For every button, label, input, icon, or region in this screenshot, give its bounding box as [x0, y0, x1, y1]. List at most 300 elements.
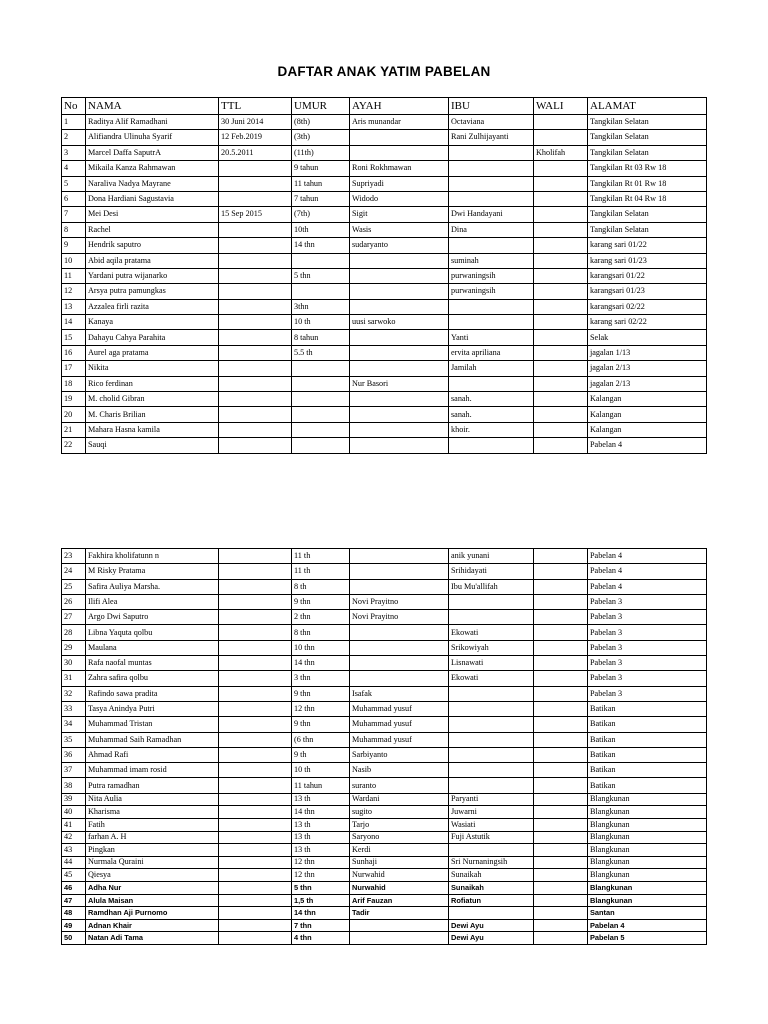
table-cell: suminah — [449, 253, 534, 268]
table-cell: Kalangan — [588, 392, 707, 407]
table-cell: 14 thn — [292, 656, 350, 671]
table-cell: Sigit — [350, 207, 449, 222]
table-cell — [292, 253, 350, 268]
table-cell: purwaningsih — [449, 284, 534, 299]
table-cell: Yardani putra wijanarko — [86, 268, 219, 283]
table-cell — [534, 330, 588, 345]
table-cell: Paryanti — [449, 793, 534, 806]
table-cell: Sunhaji — [350, 856, 449, 869]
table-cell: Octaviana — [449, 115, 534, 130]
table-cell: Aris munandar — [350, 115, 449, 130]
table-cell: 3 — [62, 145, 86, 160]
table-cell: Pabelan 3 — [588, 640, 707, 655]
table-cell: Tarjo — [350, 818, 449, 831]
table-row — [62, 856, 707, 869]
table-cell — [292, 376, 350, 391]
table-cell — [534, 763, 588, 778]
table-cell: 35 — [62, 732, 86, 747]
table-cell: Nurmala Quraini — [86, 856, 219, 869]
table-row — [62, 268, 707, 283]
table-cell: Ahmad Rafi — [86, 747, 219, 762]
table-cell — [350, 253, 449, 268]
table-cell: Dona Hardiani Sagustavia — [86, 191, 219, 206]
table-cell — [219, 284, 292, 299]
table-cell: Muhammad Tristan — [86, 717, 219, 732]
table-cell — [449, 844, 534, 857]
table-cell: 30 — [62, 656, 86, 671]
table-cell: 39 — [62, 793, 86, 806]
table-cell — [449, 594, 534, 609]
table-cell: karangsari 01/23 — [588, 284, 707, 299]
table-cell: Rachel — [86, 222, 219, 237]
table-cell — [534, 407, 588, 422]
table-cell — [219, 376, 292, 391]
table-cell — [219, 238, 292, 253]
table-cell: 49 — [62, 919, 86, 932]
table-cell: 18 — [62, 376, 86, 391]
table-cell: 12 thn — [292, 869, 350, 882]
table-cell: Batikan — [588, 778, 707, 793]
table-cell: Dwi Handayani — [449, 207, 534, 222]
table-cell: Muhammad imam rosid — [86, 763, 219, 778]
table-cell: (8th) — [292, 115, 350, 130]
table-cell: Dewi Ayu — [449, 932, 534, 945]
table-cell: Mei Desi — [86, 207, 219, 222]
table-cell: 50 — [62, 932, 86, 945]
table-cell: Dewi Ayu — [449, 919, 534, 932]
column-header: UMUR — [292, 98, 350, 115]
table-cell — [534, 549, 588, 564]
table-cell: Nurwahid — [350, 869, 449, 882]
table-row — [62, 161, 707, 176]
table-cell — [350, 579, 449, 594]
table-cell — [449, 610, 534, 625]
table-cell: Muhammad yusuf — [350, 717, 449, 732]
table-row — [62, 407, 707, 422]
table-cell: Nita Aulia — [86, 793, 219, 806]
table-cell — [350, 932, 449, 945]
table-cell: 16 — [62, 345, 86, 360]
table-cell: Arsya putra pamungkas — [86, 284, 219, 299]
table-cell: Santan — [588, 907, 707, 920]
table-cell: 20 — [62, 407, 86, 422]
table-cell: 40 — [62, 806, 86, 819]
table-cell — [449, 161, 534, 176]
table-cell: Fakhira kholifatunn n — [86, 549, 219, 564]
table-cell — [350, 284, 449, 299]
table-row — [62, 806, 707, 819]
table-cell: 9 thn — [292, 717, 350, 732]
table-cell: Pabelan 4 — [588, 579, 707, 594]
table-cell: Dahayu Cahya Parahita — [86, 330, 219, 345]
table-cell — [449, 701, 534, 716]
table-cell: sanah. — [449, 392, 534, 407]
table-cell — [534, 315, 588, 330]
table-cell: 27 — [62, 610, 86, 625]
table-cell: (6 thn — [292, 732, 350, 747]
table-cell: Blangkunan — [588, 806, 707, 819]
table-cell: Rani Zulhijayanti — [449, 130, 534, 145]
table-cell: Novi Prayitno — [350, 610, 449, 625]
table-cell: Ramdhan Aji Purnomo — [86, 907, 219, 920]
table-cell: 2 — [62, 130, 86, 145]
table-cell — [219, 907, 292, 920]
table-cell — [219, 222, 292, 237]
table-cell: Safira Auliya Marsha. — [86, 579, 219, 594]
table-header-row — [62, 98, 707, 115]
table-cell — [219, 345, 292, 360]
table-cell: Tangkilan Rt 01 Rw 18 — [588, 176, 707, 191]
table-cell: 1,5 th — [292, 894, 350, 907]
table-cell: Srikowiyah — [449, 640, 534, 655]
table-row — [62, 793, 707, 806]
table-cell — [534, 919, 588, 932]
table-cell — [219, 161, 292, 176]
table-cell: Yanti — [449, 330, 534, 345]
table-cell — [219, 778, 292, 793]
table-cell — [534, 686, 588, 701]
table-cell: 21 — [62, 422, 86, 437]
table-cell — [292, 438, 350, 453]
table-cell: Ibu Mu'allifah — [449, 579, 534, 594]
column-header: NAMA — [86, 98, 219, 115]
table-cell — [350, 145, 449, 160]
table-cell: Nurwahid — [350, 881, 449, 894]
table-cell: 36 — [62, 747, 86, 762]
table-row — [62, 284, 707, 299]
table-cell: Ilifi Alea — [86, 594, 219, 609]
table-cell — [350, 640, 449, 655]
table-cell — [350, 130, 449, 145]
table-cell — [350, 438, 449, 453]
table-cell: jagalan 2/13 — [588, 376, 707, 391]
table-cell: 5 — [62, 176, 86, 191]
table-row — [62, 610, 707, 625]
table-cell — [219, 818, 292, 831]
table-cell: Dina — [449, 222, 534, 237]
table-row — [62, 640, 707, 655]
table-cell — [292, 284, 350, 299]
table-cell: 31 — [62, 671, 86, 686]
table-cell: Pabelan 4 — [588, 919, 707, 932]
table-cell — [219, 932, 292, 945]
table-cell: 10 th — [292, 315, 350, 330]
table-cell: 6 — [62, 191, 86, 206]
table-cell: 13 th — [292, 793, 350, 806]
table-cell — [449, 376, 534, 391]
table-cell: 43 — [62, 844, 86, 857]
table-cell: Adha Nur — [86, 881, 219, 894]
table-cell: Pabelan 3 — [588, 686, 707, 701]
table-row — [62, 907, 707, 920]
table-row — [62, 438, 707, 453]
table-cell: Novi Prayitno — [350, 594, 449, 609]
table-cell: ervita apriliana — [449, 345, 534, 360]
table-cell — [449, 191, 534, 206]
table-cell — [534, 656, 588, 671]
table-cell — [534, 640, 588, 655]
table-cell — [350, 656, 449, 671]
table-cell: Batikan — [588, 763, 707, 778]
table-cell: 12 Feb.2019 — [219, 130, 292, 145]
table-cell: 41 — [62, 818, 86, 831]
table-cell: Widodo — [350, 191, 449, 206]
table-cell: 9 — [62, 238, 86, 253]
table-cell: Wardani — [350, 793, 449, 806]
table-cell: M. Charis Brilian — [86, 407, 219, 422]
table-cell: Arif Fauzan — [350, 894, 449, 907]
table-cell — [219, 330, 292, 345]
table-cell — [350, 671, 449, 686]
table-cell — [534, 894, 588, 907]
table-cell — [350, 564, 449, 579]
table-cell — [350, 549, 449, 564]
table-cell — [449, 763, 534, 778]
table-cell — [534, 625, 588, 640]
table-cell — [350, 268, 449, 283]
table-cell: Aurel aga pratama — [86, 345, 219, 360]
table-row — [62, 701, 707, 716]
table-cell — [219, 919, 292, 932]
table-cell: Tadir — [350, 907, 449, 920]
table-cell: Juwarni — [449, 806, 534, 819]
table-cell: 5 thn — [292, 268, 350, 283]
table-cell — [219, 894, 292, 907]
table-row — [62, 594, 707, 609]
table-cell: Selak — [588, 330, 707, 345]
table-cell — [534, 856, 588, 869]
table-cell — [534, 438, 588, 453]
table-cell — [449, 717, 534, 732]
table-cell: 1 — [62, 115, 86, 130]
table-row — [62, 376, 707, 391]
table-cell: Fuji Astutik — [449, 831, 534, 844]
table-cell — [449, 907, 534, 920]
table-cell: Blangkunan — [588, 844, 707, 857]
table-cell — [534, 376, 588, 391]
table-cell — [219, 191, 292, 206]
table-row — [62, 932, 707, 945]
table-cell: 10 thn — [292, 640, 350, 655]
table-cell: 26 — [62, 594, 86, 609]
table-cell: Pabelan 3 — [588, 656, 707, 671]
table-cell: Nikita — [86, 361, 219, 376]
table-row — [62, 747, 707, 762]
table-cell — [534, 161, 588, 176]
table-cell: Isafak — [350, 686, 449, 701]
table-cell: Pabelan 5 — [588, 932, 707, 945]
table-cell — [219, 671, 292, 686]
table-cell — [534, 176, 588, 191]
table-cell: 29 — [62, 640, 86, 655]
table-cell — [219, 268, 292, 283]
table-cell — [350, 919, 449, 932]
table-cell — [534, 671, 588, 686]
table-row — [62, 130, 707, 145]
table-cell — [219, 176, 292, 191]
table-cell: Putra ramadhan — [86, 778, 219, 793]
table-cell: 8 tahun — [292, 330, 350, 345]
table-cell: 42 — [62, 831, 86, 844]
table-cell: Saryono — [350, 831, 449, 844]
table-cell: Kharisma — [86, 806, 219, 819]
table-cell: M. cholid Gibran — [86, 392, 219, 407]
table-cell — [449, 778, 534, 793]
table-cell: Wasis — [350, 222, 449, 237]
table-cell — [219, 625, 292, 640]
table-row — [62, 345, 707, 360]
table-cell — [534, 299, 588, 314]
table-cell — [534, 115, 588, 130]
table-cell: Pabelan 3 — [588, 594, 707, 609]
table-cell: Mikaila Kanza Rahmawan — [86, 161, 219, 176]
table-cell — [292, 407, 350, 422]
table-cell: Kerdi — [350, 844, 449, 857]
table-cell: Blangkunan — [588, 831, 707, 844]
table-cell: 2 thn — [292, 610, 350, 625]
table-cell: Kholifah — [534, 145, 588, 160]
table-cell: 11 th — [292, 549, 350, 564]
table-cell: Mahara Hasna kamila — [86, 422, 219, 437]
column-header: IBU — [449, 98, 534, 115]
table-cell — [219, 579, 292, 594]
table-cell — [350, 422, 449, 437]
table-cell: 38 — [62, 778, 86, 793]
table-cell — [219, 299, 292, 314]
column-header: No — [62, 98, 86, 115]
table-cell: Pabelan 4 — [588, 549, 707, 564]
table-cell — [219, 315, 292, 330]
table-cell — [219, 717, 292, 732]
table-row — [62, 238, 707, 253]
table-cell: Muhammad yusuf — [350, 732, 449, 747]
table-cell: 8 — [62, 222, 86, 237]
table-cell — [219, 438, 292, 453]
table-cell: Alifiandra Ulinuha Syarif — [86, 130, 219, 145]
table-cell: 14 thn — [292, 238, 350, 253]
table-cell: 5.5 th — [292, 345, 350, 360]
table-cell — [292, 422, 350, 437]
table-cell: 11 — [62, 268, 86, 283]
table-cell: karang sari 01/23 — [588, 253, 707, 268]
table-cell: Fatih — [86, 818, 219, 831]
table-cell: (3th) — [292, 130, 350, 145]
table-cell: khoir. — [449, 422, 534, 437]
document-title: DAFTAR ANAK YATIM PABELAN — [277, 64, 491, 79]
table-cell — [219, 549, 292, 564]
table-cell — [534, 747, 588, 762]
table-cell: Ekowati — [449, 671, 534, 686]
table-cell: Pabelan 3 — [588, 610, 707, 625]
table-cell: Tangkilan Selatan — [588, 115, 707, 130]
table-cell: sanah. — [449, 407, 534, 422]
table-cell: suranto — [350, 778, 449, 793]
table-cell: 13 th — [292, 831, 350, 844]
table-cell: 3thn — [292, 299, 350, 314]
table-cell: 10 th — [292, 763, 350, 778]
table-cell — [219, 392, 292, 407]
table-cell: M Risky Pratama — [86, 564, 219, 579]
table-cell: Tangkilan Selatan — [588, 145, 707, 160]
table-row — [62, 564, 707, 579]
table-cell: 10th — [292, 222, 350, 237]
table-cell: 48 — [62, 907, 86, 920]
table-cell: Nasib — [350, 763, 449, 778]
table-cell — [449, 145, 534, 160]
table-cell — [219, 881, 292, 894]
table-row — [62, 253, 707, 268]
table-cell: karangsari 01/22 — [588, 268, 707, 283]
table-cell: 17 — [62, 361, 86, 376]
table-cell: jagalan 2/13 — [588, 361, 707, 376]
table-cell: 28 — [62, 625, 86, 640]
table-cell: Libna Yaquta qolbu — [86, 625, 219, 640]
table-cell: Pabelan 4 — [588, 438, 707, 453]
table-cell: 22 — [62, 438, 86, 453]
table-row — [62, 392, 707, 407]
table-cell — [219, 564, 292, 579]
orphan-table-part-1 — [61, 97, 707, 454]
table-cell: Pabelan 4 — [588, 564, 707, 579]
table-cell — [219, 656, 292, 671]
table-cell — [219, 747, 292, 762]
table-cell — [534, 207, 588, 222]
table-cell: 15 Sep 2015 — [219, 207, 292, 222]
table-cell — [449, 299, 534, 314]
table-cell: Raditya Alif Ramadhani — [86, 115, 219, 130]
table-cell: 5 thn — [292, 881, 350, 894]
table-cell — [449, 732, 534, 747]
table-cell: Blangkunan — [588, 818, 707, 831]
table-cell — [219, 793, 292, 806]
table-cell: 12 thn — [292, 701, 350, 716]
table-cell: Tangkilan Selatan — [588, 222, 707, 237]
table-cell — [534, 361, 588, 376]
table-row — [62, 222, 707, 237]
table-row — [62, 361, 707, 376]
table-cell: Azzalea firli razita — [86, 299, 219, 314]
table-cell — [534, 422, 588, 437]
table-cell — [350, 625, 449, 640]
table-cell: Blangkunan — [588, 856, 707, 869]
table-cell: 23 — [62, 549, 86, 564]
table-cell — [219, 407, 292, 422]
table-cell: 10 — [62, 253, 86, 268]
table-cell: Adnan Khair — [86, 919, 219, 932]
table-cell — [534, 610, 588, 625]
table-cell: Rafa naofal muntas — [86, 656, 219, 671]
table-cell — [219, 732, 292, 747]
table-row — [62, 315, 707, 330]
table-cell: Blangkunan — [588, 881, 707, 894]
table-cell: 8 th — [292, 579, 350, 594]
table-cell: 11 tahun — [292, 778, 350, 793]
table-cell: Pabelan 3 — [588, 671, 707, 686]
table-cell — [350, 299, 449, 314]
table-cell: Tangkilan Selatan — [588, 207, 707, 222]
table-cell — [534, 579, 588, 594]
table-cell: Supriyadi — [350, 176, 449, 191]
table-row — [62, 671, 707, 686]
table-cell — [534, 932, 588, 945]
table-cell: Jamilah — [449, 361, 534, 376]
table-cell: 3 thn — [292, 671, 350, 686]
table-cell: Batikan — [588, 717, 707, 732]
table-cell — [534, 701, 588, 716]
table-cell — [350, 330, 449, 345]
table-cell — [534, 732, 588, 747]
table-row — [62, 579, 707, 594]
